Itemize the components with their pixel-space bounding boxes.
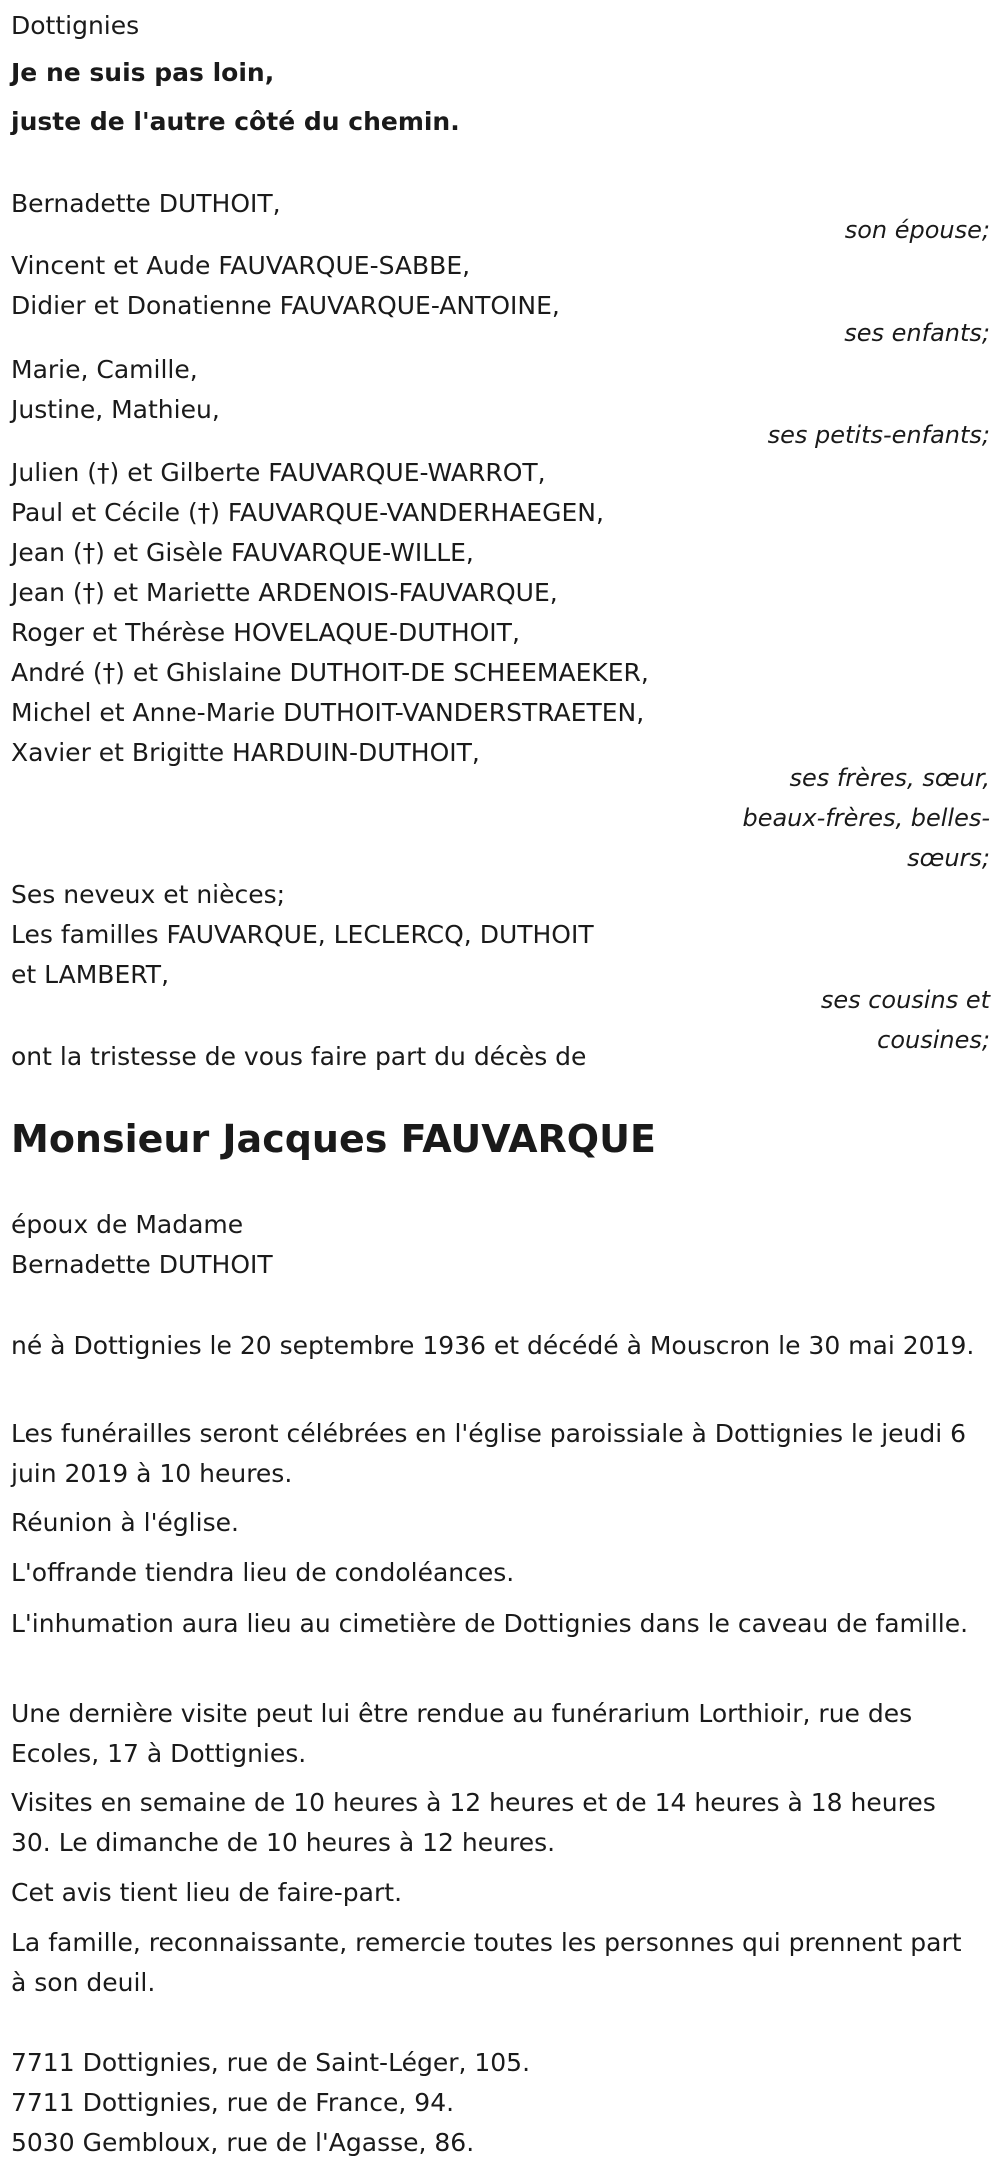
announcement-text: ont la tristesse de vous faire part du décès de <box>11 1042 587 1071</box>
detail-meeting: Réunion à l'église. <box>11 1508 239 1537</box>
address-3: 5030 Gembloux, rue de l'Agasse, 86. <box>11 2128 475 2157</box>
cousins-role-line-1: ses cousins et <box>820 986 990 1014</box>
sibling-line-1: Julien (†) et Gilberte FAUVARQUE-WARROT, <box>11 458 546 487</box>
address-2: 7711 Dottignies, rue de France, 94. <box>11 2088 455 2117</box>
spouse-role: son épouse; <box>844 216 990 244</box>
deceased-name: Monsieur Jacques FAUVARQUE <box>11 1117 656 1161</box>
address-1: 7711 Dottignies, rue de Saint-Léger, 105. <box>11 2048 531 2077</box>
sibling-line-5: Roger et Thérèse HOVELAQUE-DUTHOIT, <box>11 618 520 647</box>
sibling-line-8: Xavier et Brigitte HARDUIN-DUTHOIT, <box>11 738 480 767</box>
detail-visit: Une dernière visite peut lui être rendue au funérarium Lorthioir, rue des Ecoles, 17 à Dottignies. <box>11 1699 913 1768</box>
detail-thanks: La famille, reconnaissante, remercie toutes les personnes qui prennent part à son deuil. <box>11 1928 962 1997</box>
detail-funeral: Les funérailles seront célébrées en l'église paroissiale à Dottignies le jeudi 6 juin 2019 à 10 heures. <box>11 1419 967 1488</box>
cousins-line-2: Les familles FAUVARQUE, LECLERCQ, DUTHOIT <box>11 920 594 949</box>
detail-birth-death: né à Dottignies le 20 septembre 1936 et décédé à Mouscron le 30 mai 2019. <box>11 1331 975 1360</box>
spouse-line: Bernadette DUTHOIT, <box>11 189 281 218</box>
detail-visiting-hours: Visites en semaine de 10 heures à 12 heures et de 14 heures à 18 heures 30. Le dimanche de 10 heures à 12 heures. <box>11 1788 936 1857</box>
siblings-role-line-3: sœurs; <box>907 844 990 872</box>
cousins-line-1: Ses neveux et nièces; <box>11 880 286 909</box>
children-role: ses enfants; <box>844 319 990 347</box>
detail-offering: L'offrande tiendra lieu de condoléances. <box>11 1558 515 1587</box>
detail-burial: L'inhumation aura lieu au cimetière de Dottignies dans le caveau de famille. <box>11 1609 969 1638</box>
sibling-line-6: André (†) et Ghislaine DUTHOIT-DE SCHEEMAEKER, <box>11 658 649 687</box>
detail-notice: Cet avis tient lieu de faire-part. <box>11 1878 403 1907</box>
sibling-line-3: Jean (†) et Gisèle FAUVARQUE-WILLE, <box>11 538 474 567</box>
cousins-line-3: et LAMBERT, <box>11 960 170 989</box>
grandchildren-role: ses petits-enfants; <box>767 421 990 449</box>
quote-line-1: Je ne suis pas loin, <box>11 58 275 87</box>
children-line-1: Vincent et Aude FAUVARQUE-SABBE, <box>11 251 471 280</box>
spouse-of-line-1: époux de Madame <box>11 1210 244 1239</box>
siblings-role-line-1: ses frères, sœur, <box>789 764 990 792</box>
cousins-role-line-2: cousines; <box>877 1026 990 1054</box>
children-line-2: Didier et Donatienne FAUVARQUE-ANTOINE, <box>11 291 560 320</box>
sibling-line-4: Jean (†) et Mariette ARDENOIS-FAUVARQUE, <box>11 578 558 607</box>
spouse-of-line-2: Bernadette DUTHOIT <box>11 1250 273 1279</box>
city-heading: Dottignies <box>11 11 140 40</box>
sibling-line-2: Paul et Cécile (†) FAUVARQUE-VANDERHAEGEN, <box>11 498 604 527</box>
grandchildren-line-1: Marie, Camille, <box>11 355 198 384</box>
sibling-line-7: Michel et Anne-Marie DUTHOIT-VANDERSTRAETEN, <box>11 698 645 727</box>
grandchildren-line-2: Justine, Mathieu, <box>11 395 220 424</box>
quote-line-2: juste de l'autre côté du chemin. <box>11 107 460 136</box>
siblings-role-line-2: beaux-frères, belles- <box>742 804 990 832</box>
